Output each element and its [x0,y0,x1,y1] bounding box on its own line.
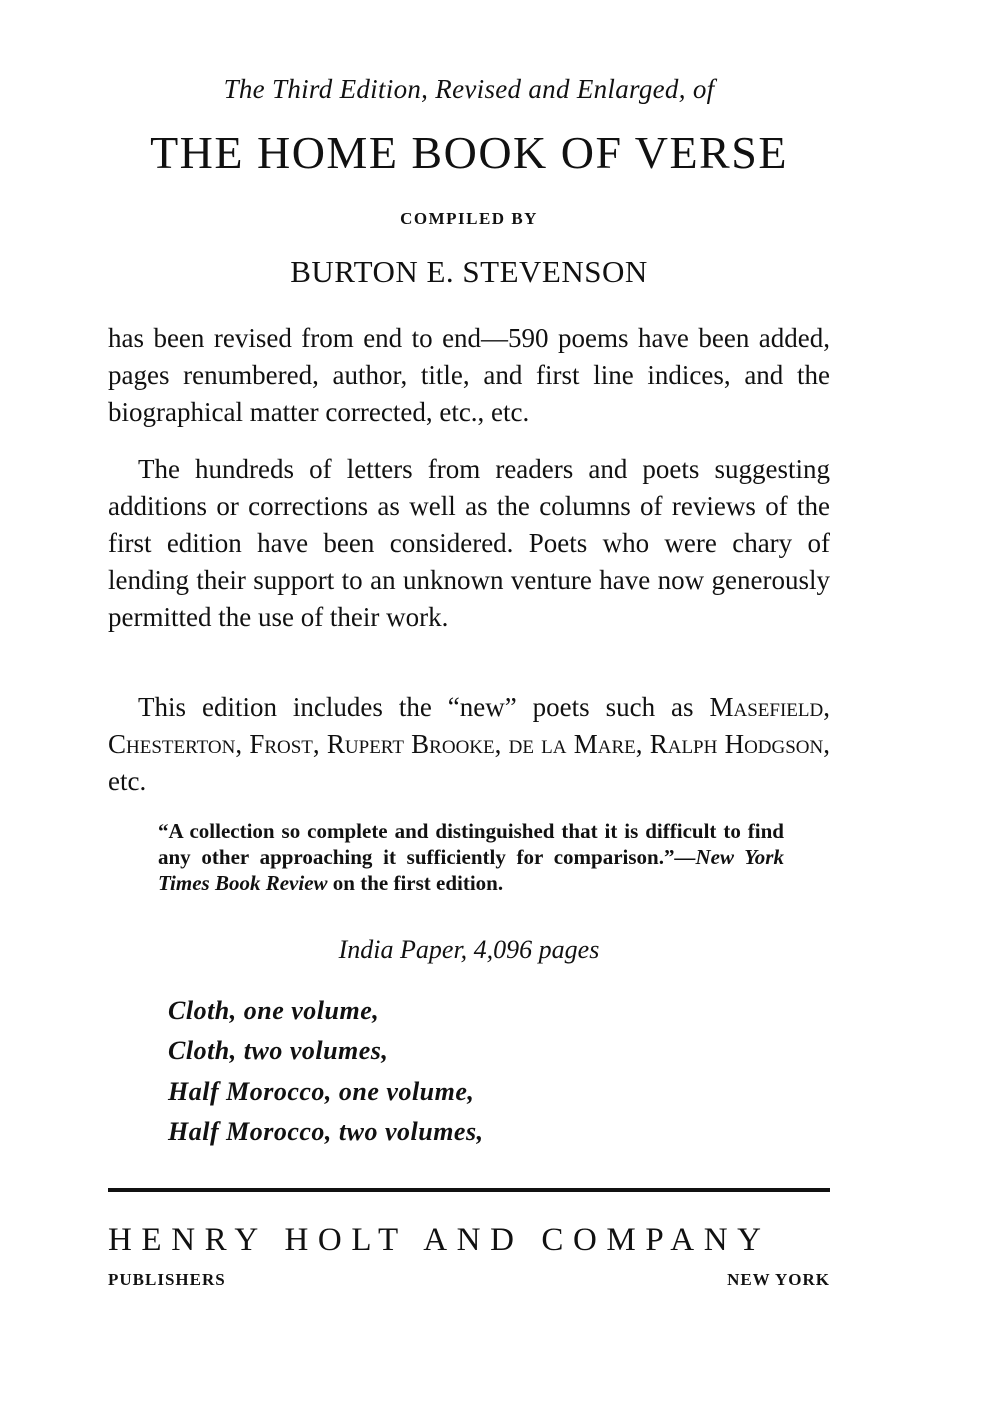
quote-tail: on the first edition. [327,871,504,895]
binding-option: Cloth, one volume, [168,996,380,1025]
quote-source: —New York Times Book Review [158,845,784,895]
paper-info: India Paper, 4,096 pages [338,935,600,964]
publishers-label: PUBLISHERS [108,1270,226,1289]
compiled-by-label: COMPILED BY [400,209,538,228]
new-poets-tail: , etc. [108,729,830,796]
new-poets-names: Masefield, Chesterton, Frost, Rupert Brooke, de la Mare, Ralph Hodgson [108,692,830,759]
new-poets-lead: This edition includes the “new” poets such as [138,692,710,722]
binding-option: Half Morocco, one volume, [168,1077,475,1106]
quote-text: “A collection so complete and distinguished that it is difficult to find any other approaching it sufficiently for comparison.” [158,819,784,869]
review-quote [158,818,784,896]
new-poets-paragraph [108,689,830,800]
horizontal-rule [108,1188,830,1192]
edition-intro: The Third Edition, Revised and Enlarged, of [223,74,715,104]
book-title: THE HOME BOOK OF VERSE [150,127,788,178]
letters-paragraph: The hundreds of letters from readers and poets suggesting additions or corrections as well as the columns of reviews of the first edition have been considered. Poets who were chary of lending their support to an unknown venture have now generously permitted the use of their work. [108,454,830,632]
publisher-city: NEW YORK [727,1270,830,1289]
binding-option: Half Morocco, two volumes, [168,1117,484,1146]
compiler-name: BURTON E. STEVENSON [290,254,648,289]
revision-paragraph: has been revised from end to end—590 poems have been added, pages renumbered, author, title, and first line indices, and the biographical matter corrected, etc., etc. [108,323,830,427]
binding-option: Cloth, two volumes, [168,1036,389,1065]
publisher-name: HENRY HOLT AND COMPANY [108,1222,771,1258]
